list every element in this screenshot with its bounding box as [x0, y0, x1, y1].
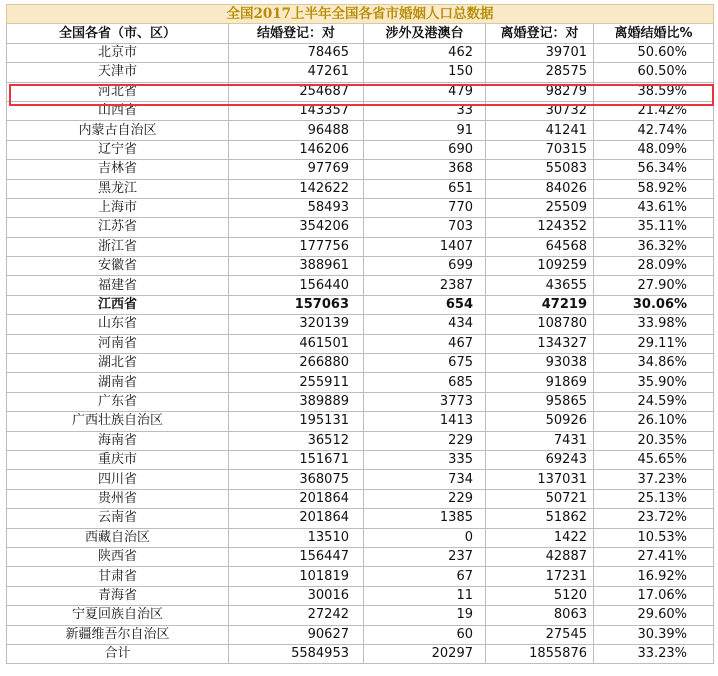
cell-divorces: 98279	[486, 82, 594, 101]
cell-divorces: 137031	[486, 470, 594, 489]
cell-marriages: 36512	[229, 431, 364, 450]
cell-foreign: 699	[364, 257, 486, 276]
cell-ratio: 45.65%	[594, 450, 714, 469]
cell-marriages: 254687	[229, 82, 364, 101]
cell-marriages: 97769	[229, 160, 364, 179]
cell-divorces: 50721	[486, 489, 594, 508]
cell-foreign: 434	[364, 315, 486, 334]
cell-ratio: 17.06%	[594, 586, 714, 605]
table-row	[7, 315, 714, 334]
cell-region: 河南省	[7, 334, 229, 353]
cell-ratio: 16.92%	[594, 567, 714, 586]
cell-region: 安徽省	[7, 257, 229, 276]
cell-divorces: 84026	[486, 179, 594, 198]
cell-ratio: 27.41%	[594, 547, 714, 566]
cell-region: 宁夏回族自治区	[7, 606, 229, 625]
cell-ratio: 28.09%	[594, 257, 714, 276]
cell-divorces: 95865	[486, 392, 594, 411]
table-title-row	[7, 5, 714, 24]
cell-ratio: 29.60%	[594, 606, 714, 625]
cell-marriages: 13510	[229, 528, 364, 547]
table-row	[7, 586, 714, 605]
cell-region: 吉林省	[7, 160, 229, 179]
cell-ratio: 33.23%	[594, 644, 714, 663]
cell-foreign: 237	[364, 547, 486, 566]
cell-region: 辽宁省	[7, 140, 229, 159]
cell-foreign: 11	[364, 586, 486, 605]
table-row	[7, 334, 714, 353]
cell-divorces: 93038	[486, 354, 594, 373]
cell-foreign: 1413	[364, 412, 486, 431]
cell-ratio: 20.35%	[594, 431, 714, 450]
cell-foreign: 0	[364, 528, 486, 547]
cell-divorces: 108780	[486, 315, 594, 334]
table-row	[7, 276, 714, 295]
cell-marriages: 266880	[229, 354, 364, 373]
header-ratio: 离婚结婚比%	[594, 24, 714, 43]
table-row	[7, 295, 714, 314]
cell-foreign: 734	[364, 470, 486, 489]
table-row	[7, 373, 714, 392]
cell-foreign: 33	[364, 101, 486, 120]
cell-marriages: 368075	[229, 470, 364, 489]
cell-region: 河北省	[7, 82, 229, 101]
table-row	[7, 567, 714, 586]
cell-region: 福建省	[7, 276, 229, 295]
cell-ratio: 60.50%	[594, 63, 714, 82]
cell-foreign: 20297	[364, 644, 486, 663]
cell-marriages: 461501	[229, 334, 364, 353]
table-row	[7, 392, 714, 411]
cell-ratio: 21.42%	[594, 101, 714, 120]
table-row	[7, 644, 714, 663]
cell-foreign: 467	[364, 334, 486, 353]
cell-divorces: 39701	[486, 43, 594, 62]
cell-region: 天津市	[7, 63, 229, 82]
cell-region: 内蒙古自治区	[7, 121, 229, 140]
cell-region: 黑龙江	[7, 179, 229, 198]
cell-ratio: 33.98%	[594, 315, 714, 334]
table-row	[7, 140, 714, 159]
cell-ratio: 34.86%	[594, 354, 714, 373]
cell-region: 陕西省	[7, 547, 229, 566]
cell-marriages: 143357	[229, 101, 364, 120]
cell-foreign: 1407	[364, 237, 486, 256]
table-body	[7, 43, 714, 664]
cell-divorces: 8063	[486, 606, 594, 625]
cell-foreign: 60	[364, 625, 486, 644]
cell-foreign: 703	[364, 218, 486, 237]
cell-divorces: 69243	[486, 450, 594, 469]
cell-foreign: 3773	[364, 392, 486, 411]
cell-region: 海南省	[7, 431, 229, 450]
cell-ratio: 36.32%	[594, 237, 714, 256]
table-row	[7, 237, 714, 256]
cell-marriages: 30016	[229, 586, 364, 605]
cell-divorces: 25509	[486, 198, 594, 217]
cell-region: 合计	[7, 644, 229, 663]
cell-region: 湖北省	[7, 354, 229, 373]
cell-divorces: 50926	[486, 412, 594, 431]
cell-marriages: 255911	[229, 373, 364, 392]
cell-divorces: 1855876	[486, 644, 594, 663]
table-row	[7, 450, 714, 469]
cell-marriages: 157063	[229, 295, 364, 314]
cell-marriages: 156440	[229, 276, 364, 295]
cell-divorces: 124352	[486, 218, 594, 237]
cell-foreign: 675	[364, 354, 486, 373]
cell-region: 广西壮族自治区	[7, 412, 229, 431]
cell-divorces: 30732	[486, 101, 594, 120]
cell-ratio: 58.92%	[594, 179, 714, 198]
table-row	[7, 198, 714, 217]
cell-region: 上海市	[7, 198, 229, 217]
cell-foreign: 335	[364, 450, 486, 469]
table-row	[7, 606, 714, 625]
cell-foreign: 685	[364, 373, 486, 392]
cell-marriages: 90627	[229, 625, 364, 644]
table-row	[7, 43, 714, 62]
marriage-data-table	[6, 4, 714, 664]
table-row	[7, 121, 714, 140]
cell-region: 北京市	[7, 43, 229, 62]
cell-marriages: 47261	[229, 63, 364, 82]
cell-marriages: 156447	[229, 547, 364, 566]
cell-divorces: 64568	[486, 237, 594, 256]
cell-region: 湖南省	[7, 373, 229, 392]
cell-divorces: 134327	[486, 334, 594, 353]
cell-region: 青海省	[7, 586, 229, 605]
header-divorces: 离婚登记：对	[486, 24, 594, 43]
cell-ratio: 30.06%	[594, 295, 714, 314]
cell-marriages: 177756	[229, 237, 364, 256]
cell-ratio: 43.61%	[594, 198, 714, 217]
cell-foreign: 654	[364, 295, 486, 314]
cell-divorces: 42887	[486, 547, 594, 566]
cell-foreign: 651	[364, 179, 486, 198]
cell-region: 江西省	[7, 295, 229, 314]
cell-ratio: 35.90%	[594, 373, 714, 392]
cell-region: 重庆市	[7, 450, 229, 469]
cell-divorces: 91869	[486, 373, 594, 392]
cell-marriages: 96488	[229, 121, 364, 140]
table-row	[7, 257, 714, 276]
cell-foreign: 368	[364, 160, 486, 179]
cell-divorces: 7431	[486, 431, 594, 450]
cell-region: 贵州省	[7, 489, 229, 508]
cell-ratio: 56.34%	[594, 160, 714, 179]
table-row	[7, 354, 714, 373]
cell-region: 甘肃省	[7, 567, 229, 586]
cell-foreign: 462	[364, 43, 486, 62]
cell-region: 山西省	[7, 101, 229, 120]
cell-region: 西藏自治区	[7, 528, 229, 547]
cell-ratio: 26.10%	[594, 412, 714, 431]
cell-foreign: 770	[364, 198, 486, 217]
cell-region: 山东省	[7, 315, 229, 334]
cell-ratio: 42.74%	[594, 121, 714, 140]
cell-marriages: 78465	[229, 43, 364, 62]
table-row	[7, 509, 714, 528]
cell-marriages: 146206	[229, 140, 364, 159]
cell-marriages: 58493	[229, 198, 364, 217]
cell-marriages: 201864	[229, 489, 364, 508]
table-row	[7, 625, 714, 644]
cell-region: 广东省	[7, 392, 229, 411]
table-row	[7, 179, 714, 198]
cell-divorces: 17231	[486, 567, 594, 586]
cell-marriages: 201864	[229, 509, 364, 528]
cell-region: 四川省	[7, 470, 229, 489]
cell-region: 浙江省	[7, 237, 229, 256]
table-title: 全国2017上半年全国各省市婚姻人口总数据	[7, 5, 714, 24]
cell-foreign: 690	[364, 140, 486, 159]
header-row	[7, 24, 714, 43]
cell-foreign: 91	[364, 121, 486, 140]
cell-region: 云南省	[7, 509, 229, 528]
cell-divorces: 41241	[486, 121, 594, 140]
table-row	[7, 431, 714, 450]
table-row	[7, 470, 714, 489]
cell-marriages: 389889	[229, 392, 364, 411]
cell-marriages: 27242	[229, 606, 364, 625]
cell-ratio: 35.11%	[594, 218, 714, 237]
cell-marriages: 142622	[229, 179, 364, 198]
table-row	[7, 63, 714, 82]
header-foreign: 涉外及港澳台	[364, 24, 486, 43]
cell-ratio: 30.39%	[594, 625, 714, 644]
cell-marriages: 195131	[229, 412, 364, 431]
header-region: 全国各省（市、区）	[7, 24, 229, 43]
cell-divorces: 55083	[486, 160, 594, 179]
cell-foreign: 19	[364, 606, 486, 625]
cell-divorces: 28575	[486, 63, 594, 82]
cell-ratio: 25.13%	[594, 489, 714, 508]
cell-region: 新疆维吾尔自治区	[7, 625, 229, 644]
cell-marriages: 5584953	[229, 644, 364, 663]
cell-ratio: 10.53%	[594, 528, 714, 547]
table-row	[7, 412, 714, 431]
cell-divorces: 27545	[486, 625, 594, 644]
cell-divorces: 51862	[486, 509, 594, 528]
table-row	[7, 160, 714, 179]
cell-foreign: 2387	[364, 276, 486, 295]
cell-marriages: 354206	[229, 218, 364, 237]
cell-ratio: 24.59%	[594, 392, 714, 411]
cell-ratio: 27.90%	[594, 276, 714, 295]
cell-marriages: 320139	[229, 315, 364, 334]
cell-foreign: 479	[364, 82, 486, 101]
cell-divorces: 47219	[486, 295, 594, 314]
cell-ratio: 50.60%	[594, 43, 714, 62]
cell-ratio: 29.11%	[594, 334, 714, 353]
table-row	[7, 82, 714, 101]
cell-ratio: 37.23%	[594, 470, 714, 489]
cell-divorces: 1422	[486, 528, 594, 547]
cell-ratio: 48.09%	[594, 140, 714, 159]
table-row	[7, 489, 714, 508]
header-marriages: 结婚登记：对	[229, 24, 364, 43]
cell-foreign: 150	[364, 63, 486, 82]
table-row	[7, 528, 714, 547]
cell-foreign: 67	[364, 567, 486, 586]
cell-divorces: 109259	[486, 257, 594, 276]
table-row	[7, 101, 714, 120]
cell-divorces: 70315	[486, 140, 594, 159]
cell-ratio: 23.72%	[594, 509, 714, 528]
cell-ratio: 38.59%	[594, 82, 714, 101]
cell-region: 江苏省	[7, 218, 229, 237]
cell-marriages: 151671	[229, 450, 364, 469]
cell-foreign: 229	[364, 489, 486, 508]
cell-divorces: 43655	[486, 276, 594, 295]
cell-foreign: 229	[364, 431, 486, 450]
cell-foreign: 1385	[364, 509, 486, 528]
cell-divorces: 5120	[486, 586, 594, 605]
cell-marriages: 388961	[229, 257, 364, 276]
table-row	[7, 218, 714, 237]
table-row	[7, 547, 714, 566]
cell-marriages: 101819	[229, 567, 364, 586]
